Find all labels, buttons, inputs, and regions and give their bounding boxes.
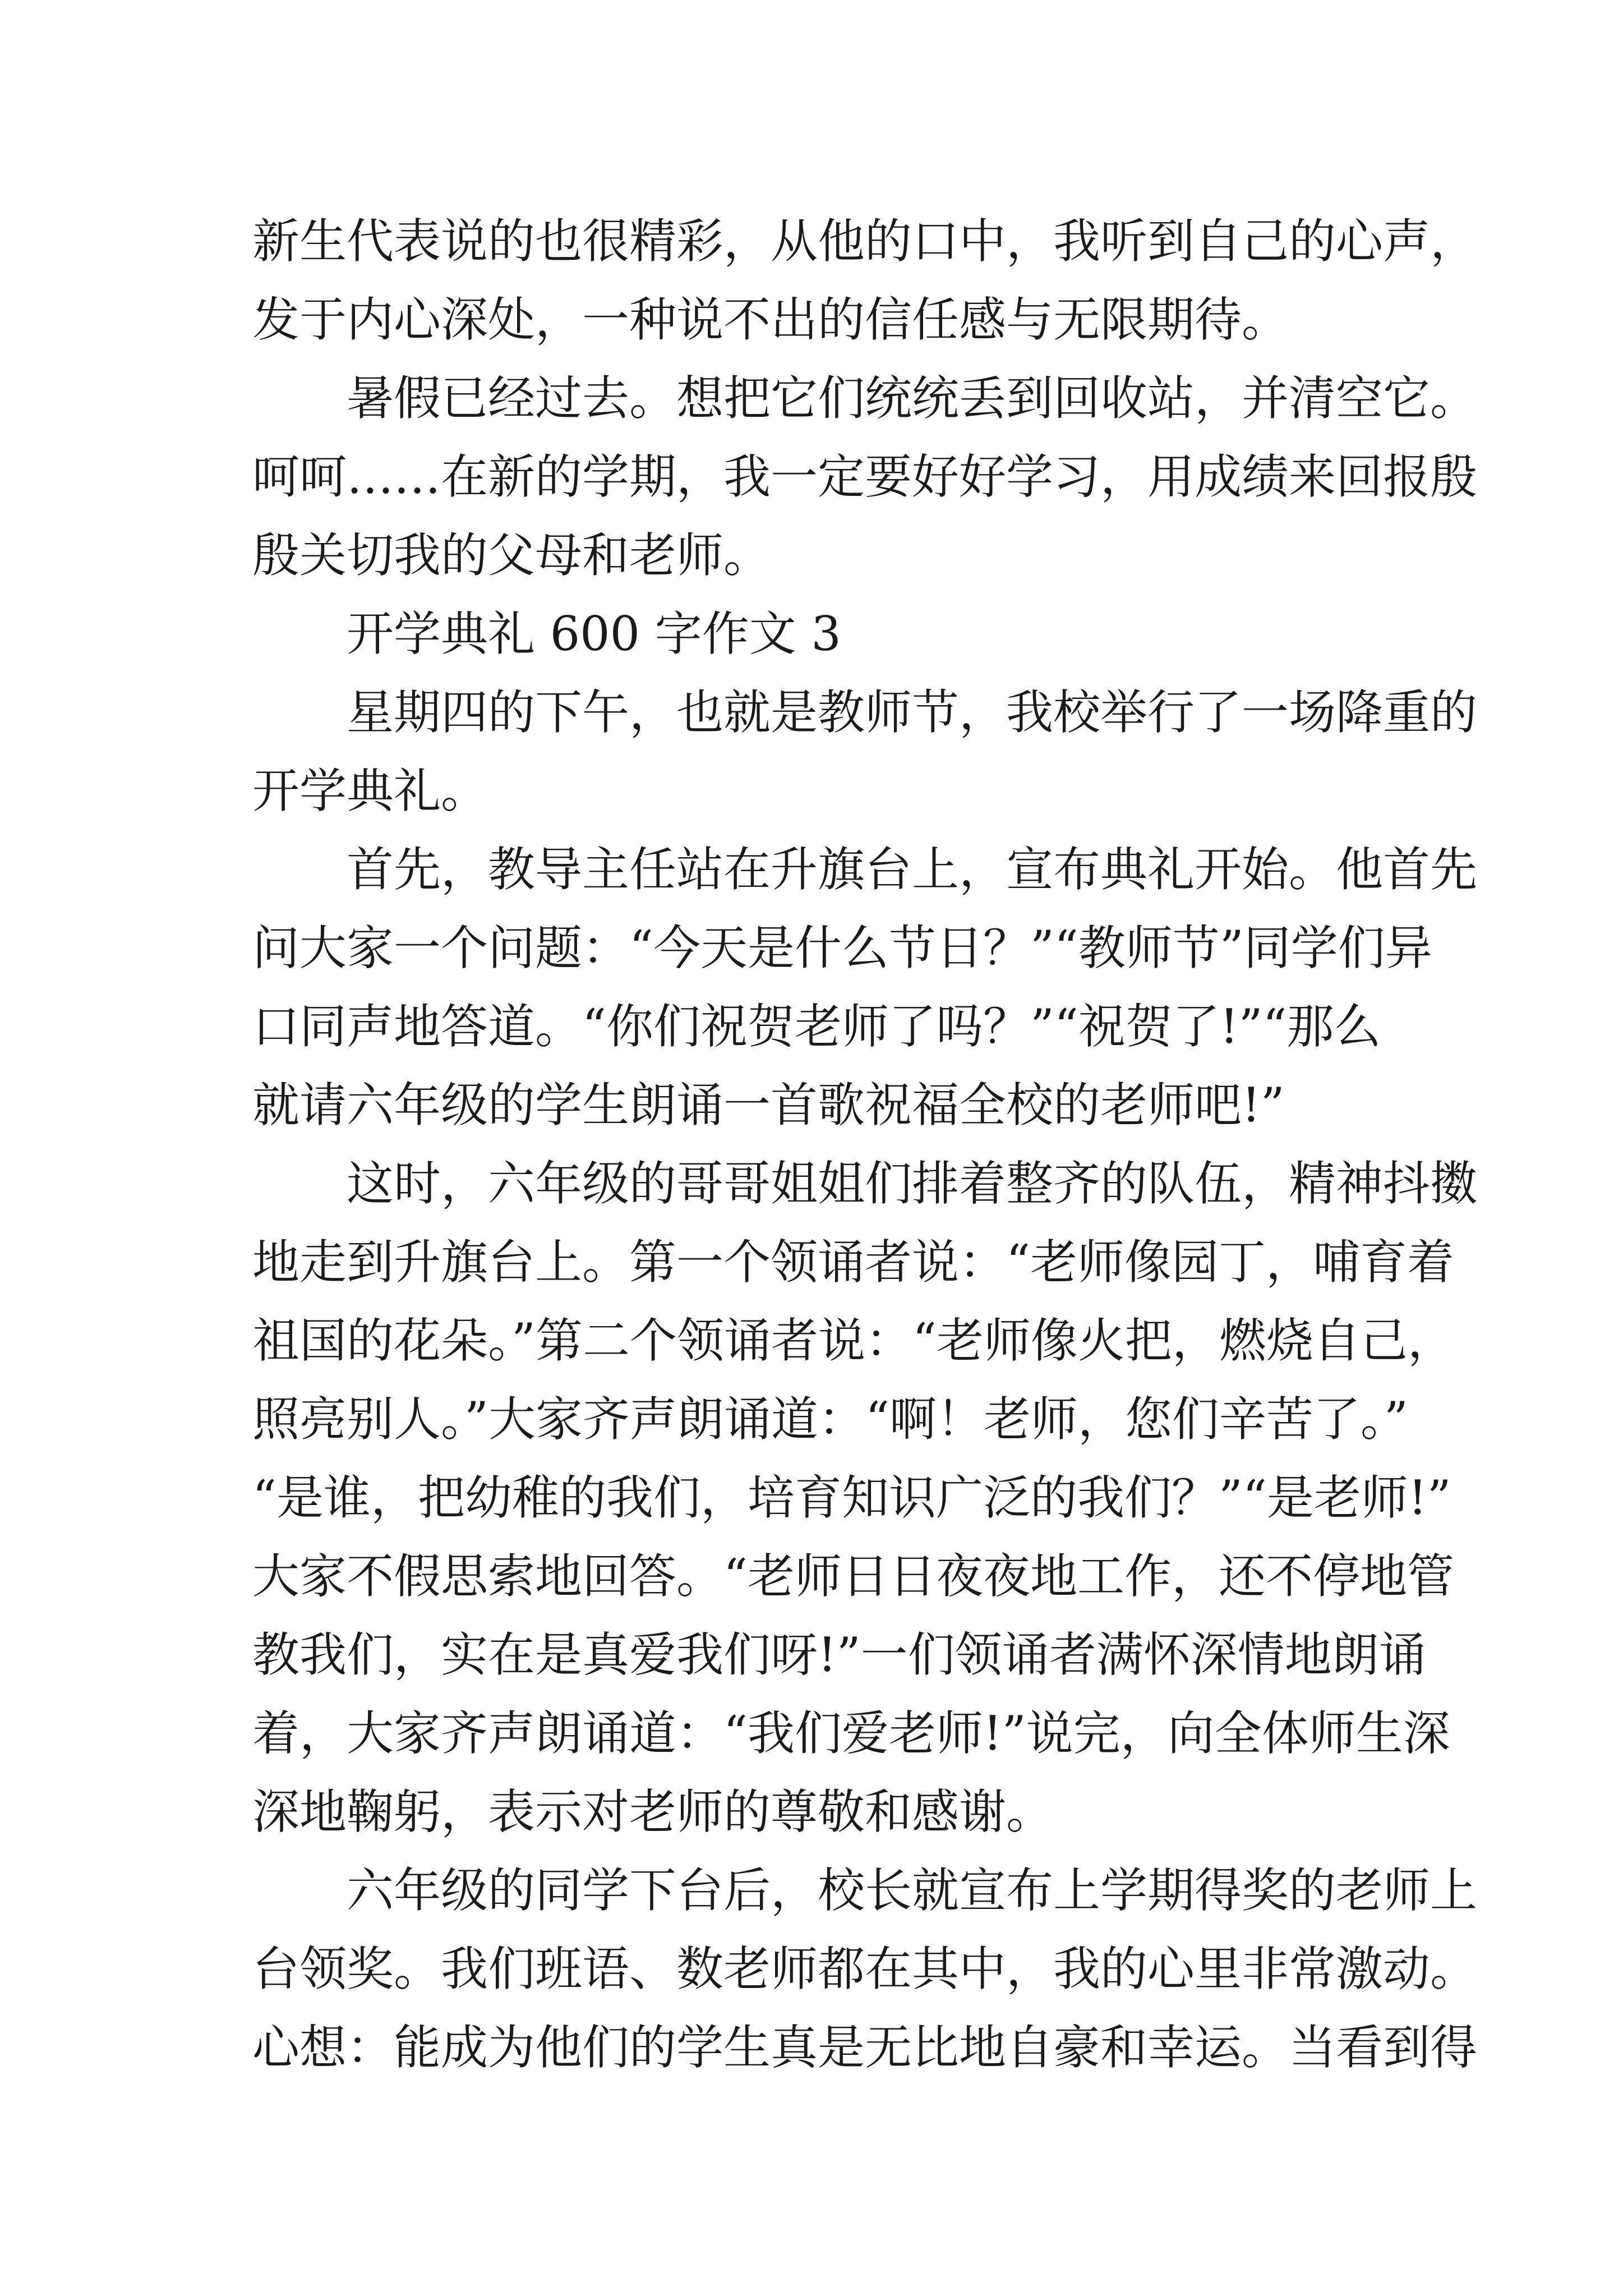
text-line: 呵呵……在新的学期，我一定要好好学习，用成绩来回报殷 xyxy=(252,449,1478,504)
text-line: 新生代表说的也很精彩，从他的口中，我听到自己的心声， xyxy=(252,214,1478,269)
text-line: 大家不假思索地回答。“老师日日夜夜地工作，还不停地管 xyxy=(252,1549,1454,1604)
text-line: 教我们，实在是真爱我们呀!”一们领诵者满怀深情地朗诵 xyxy=(252,1627,1426,1682)
text-line: “是谁，把幼稚的我们，培育知识广泛的我们？”“是老师!” xyxy=(252,1470,1451,1525)
text-line: 开学典礼。 xyxy=(252,763,488,818)
text-line: 着，大家齐声朗诵道：“我们爱老师!”说完，向全体师生深 xyxy=(252,1706,1450,1761)
text-line: 六年级的同学下台后，校长就宣布上学期得奖的老师上 xyxy=(347,1863,1478,1918)
text-line: 这时，六年级的哥哥姐姐们排着整齐的队伍，精神抖擞 xyxy=(347,1156,1478,1211)
text-line: 就请六年级的学生朗诵一首歌祝福全校的老师吧!” xyxy=(252,1078,1285,1133)
text-line: 心想：能成为他们的学生真是无比地自豪和幸运。当看到得 xyxy=(252,2020,1478,2075)
text-line: 照亮别人。”大家齐声朗诵道：“啊！老师，您们辛苦了。” xyxy=(252,1392,1408,1447)
text-line: 首先，教导主任站在升旗台上，宣布典礼开始。他首先 xyxy=(347,842,1478,897)
text-line: 暑假已经过去。想把它们统统丢到回收站，并清空它。 xyxy=(347,371,1478,426)
text-line: 星期四的下午，也就是教师节，我校举行了一场降重的 xyxy=(347,685,1478,740)
text-line: 地走到升旗台上。第一个领诵者说：“老师像园丁，哺育着 xyxy=(252,1235,1454,1290)
text-line: 殷关切我的父母和老师。 xyxy=(252,528,771,583)
text-line: 台领奖。我们班语、数老师都在其中，我的心里非常激动。 xyxy=(252,1941,1478,1996)
text-line: 深地鞠躬，表示对老师的尊敬和感谢。 xyxy=(252,1784,1054,1839)
section-heading: 开学典礼 600 字作文 3 xyxy=(347,606,841,661)
text-line: 口同声地答道。“你们祝贺老师了吗？”“祝贺了!”“那么 xyxy=(252,999,1381,1054)
text-line: 问大家一个问题：“今天是什么节日？”“教师节”同学们异 xyxy=(252,921,1432,976)
text-line: 祖国的花朵。”第二个领诵者说：“老师像火把，燃烧自己， xyxy=(252,1313,1455,1368)
text-line: 发于内心深处，一种说不出的信任感与无限期待。 xyxy=(252,292,1289,347)
body-text xyxy=(252,202,1478,2087)
